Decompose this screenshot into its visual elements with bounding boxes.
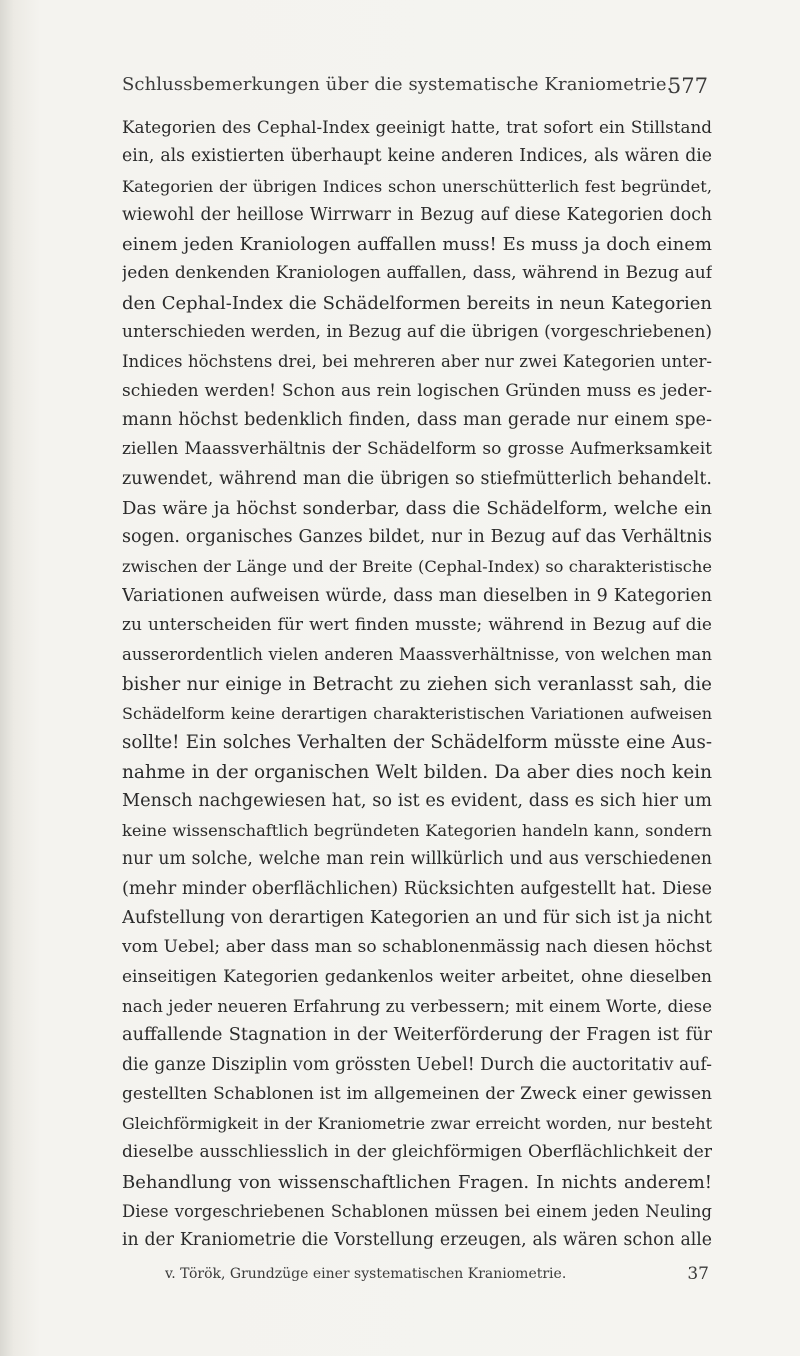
text-line: keine wissenschaftlich begründeten Kategorien handeln kann, sondern — [122, 821, 712, 841]
text-line: wiewohl der heillose Wirrwarr in Bezug auf diese Kategorien doch — [122, 204, 712, 225]
text-line: Das wäre ja höchst sonderbar, dass die Schädelform, welche ein — [122, 497, 712, 519]
text-line: den Cephal-Index die Schädelformen bereits in neun Kategorien — [122, 292, 712, 314]
running-head-title: Schlussbemerkungen über die systematische Kraniometrie. — [122, 74, 673, 95]
text-line: ein, als existierten überhaupt keine anderen Indices, als wären die — [122, 146, 712, 167]
text-line: einem jeden Kraniologen auffallen muss! Es muss ja doch einem — [122, 234, 712, 256]
text-line: die ganze Disziplin vom grössten Uebel! Durch die auctoritativ auf- — [122, 1054, 712, 1075]
text-line: Kategorien der übrigen Indices schon unerschütterlich fest begründet, — [122, 176, 712, 196]
page-footer — [165, 1266, 709, 1288]
text-line: Kategorien des Cephal-Index geeinigt hatte, trat sofort ein Stillstand — [122, 117, 712, 137]
page-number: 577 — [667, 74, 708, 98]
text-line: dieselbe ausschliesslich in der gleichförmigen Oberflächlichkeit der — [122, 1142, 712, 1163]
text-line: Behandlung von wissenschaftlichen Fragen. In nichts anderem! — [122, 1171, 712, 1193]
text-line: ziellen Maassverhältnis der Schädelform so grosse Aufmerksamkeit — [122, 439, 712, 460]
text-line: schieden werden! Schon aus rein logischen Gründen muss es jeder- — [122, 380, 712, 401]
text-line: zwischen der Länge und der Breite (Cephal-Index) so charakteristische — [122, 557, 712, 577]
text-line: einseitigen Kategorien gedankenlos weiter arbeitet, ohne dieselben — [122, 966, 712, 987]
text-line: Diese vorgeschriebenen Schablonen müssen bei einem jeden Neuling — [122, 1201, 712, 1221]
text-line: auffallende Stagnation in der Weiterförderung der Fragen ist für — [122, 1025, 712, 1046]
text-line: in der Kraniometrie die Vorstellung erzeugen, als wären schon alle — [122, 1230, 712, 1251]
text-line: Mensch nachgewiesen hat, so ist es evident, dass es sich hier um — [122, 790, 712, 811]
text-line: Indices höchstens drei, bei mehreren aber nur zwei Kategorien unter- — [122, 352, 712, 372]
text-line: Schädelform keine derartigen charakteristischen Variationen aufweisen — [122, 703, 712, 723]
text-line: (mehr minder oberflächlichen) Rücksichten aufgestellt hat. Diese — [122, 878, 712, 899]
text-line: Variationen aufweisen würde, dass man dieselben in 9 Kategorien — [122, 585, 712, 606]
sheet-number: 37 — [687, 1264, 709, 1284]
text-line: nach jeder neueren Erfahrung zu verbessern; mit einem Worte, diese — [122, 995, 712, 1016]
text-line: jeden denkenden Kraniologen auffallen, dass, während in Bezug auf — [122, 263, 712, 284]
signature-line: v. Török, Grundzüge einer systematischen Kraniometrie. — [165, 1266, 567, 1282]
text-line: unterschieden werden, in Bezug auf die übrigen (vorgeschriebenen) — [122, 322, 712, 343]
text-line: Aufstellung von derartigen Kategorien an und für sich ist ja nicht — [122, 908, 712, 929]
text-line: mann höchst bedenklich finden, dass man gerade nur einem spe- — [122, 409, 712, 430]
text-line: Gleichförmigkeit in der Kraniometrie zwar erreicht worden, nur besteht — [122, 1114, 712, 1134]
text-line: zu unterscheiden für wert finden musste; während in Bezug auf die — [122, 615, 712, 636]
body-text — [122, 113, 712, 1256]
text-line: zuwendet, während man die übrigen so stiefmütterlich behandelt. — [122, 468, 712, 489]
text-line: nahme in der organischen Welt bilden. Da aber dies noch kein — [122, 761, 712, 783]
text-line: vom Uebel; aber dass man so schablonenmässig nach diesen höchst — [122, 937, 712, 958]
running-head — [122, 74, 708, 100]
text-line: sollte! Ein solches Verhalten der Schädelform müsste eine Aus- — [122, 732, 712, 754]
text-line: sogen. organisches Ganzes bildet, nur in Bezug auf das Verhältnis — [122, 527, 712, 548]
text-line: ausserordentlich vielen anderen Maassverhältnisse, von welchen man — [122, 645, 712, 665]
text-line: gestellten Schablonen ist im allgemeinen der Zweck einer gewissen — [122, 1083, 712, 1104]
text-line: nur um solche, welche man rein willkürlich und aus verschiedenen — [122, 849, 712, 870]
text-line: bisher nur einige in Betracht zu ziehen sich veranlasst sah, die — [122, 673, 712, 695]
